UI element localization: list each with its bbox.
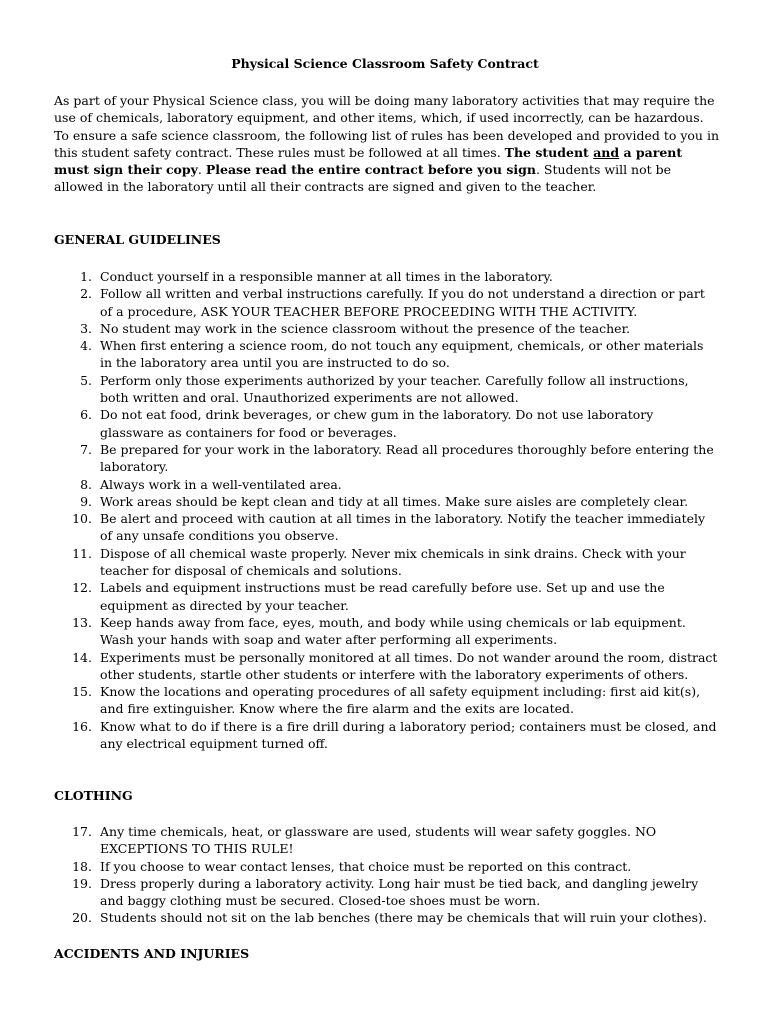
item-number: 4. [80, 338, 92, 354]
item-text: Dress properly during a laboratory activity. Long hair must be tied back, and dangling jewelry and baggy clothing must be secured. Closed-toe shoes must be worn. [100, 875, 699, 909]
intro-bold-instruction: Please read the entire contract before you sign [205, 162, 536, 178]
item-text: No student may work in the science classroom without the presence of the teacher. [100, 320, 631, 336]
list-item [54, 579, 719, 614]
item-number: 17. [72, 824, 92, 839]
list-item [54, 875, 719, 910]
item-text: Know what to do if there is a fire drill during a laboratory period; containers must be closed, and any electrical equipment turned off. [100, 718, 717, 752]
item-text: Follow all written and verbal instructions carefully. If you do not understand a direction or part of a procedure, ASK YOUR TEACHER BEFORE PROCEEDING WITH THE ACTIVITY. [100, 286, 705, 319]
list-item [54, 823, 719, 858]
intro-text: As part of your Physical Science class, you will be doing many laboratory activities that may require the use of chemicals, laboratory equipment, and other items, which, if used incorrectly, can be hazardous. To ensure a safe science classroom, the following list of rules has been developed and provided to you in this student safety contract. These rules must be followed at all times. [54, 93, 720, 160]
item-text: Students should not sit on the lab benches (there may be chemicals that will ruin your clothes). [100, 910, 707, 926]
item-number: 2. [80, 286, 92, 302]
item-text: Conduct yourself in a responsible manner at all times in the laboratory. [100, 269, 553, 284]
item-text: Be prepared for your work in the laboratory. Read all procedures thoroughly before entering the laboratory. [100, 441, 714, 475]
list-item [54, 718, 719, 753]
intro-paragraph [54, 92, 719, 196]
item-text: If you choose to wear contact lenses, that choice must be reported on this contract. [100, 858, 632, 874]
item-number: 11. [72, 545, 92, 561]
clothing-list [54, 823, 719, 927]
intro-underlined-and: and [593, 144, 620, 160]
list-item [54, 683, 719, 718]
item-text: Perform only those experiments authorized by your teacher. Carefully follow all instructions, both written and oral. Unauthorized experiments are not allowed. [100, 372, 689, 406]
item-number: 16. [72, 718, 92, 734]
item-text: Be alert and proceed with caution at all times in the laboratory. Notify the teacher immediately of any unsafe conditions you observe. [100, 511, 706, 544]
item-number: 7. [80, 441, 92, 457]
section-heading-clothing: CLOTHING [54, 788, 133, 803]
item-number: 5. [80, 372, 92, 388]
list-item [54, 614, 719, 649]
item-number: 18. [72, 858, 92, 874]
section-heading-general: GENERAL GUIDELINES [54, 232, 221, 247]
item-text: Any time chemicals, heat, or glassware are used, students will wear safety goggles. NO EXCEPTIONS TO THIS RULE! [100, 824, 657, 857]
document-title: Physical Science Classroom Safety Contract [231, 56, 539, 71]
list-item [54, 649, 719, 684]
intro-bold-text: a parent must sign their copy [54, 144, 683, 178]
item-number: 10. [72, 511, 92, 527]
list-item [54, 285, 719, 320]
item-text: Do not eat food, drink beverages, or chew gum in the laboratory. Do not use laboratory glassware as containers for food or beverages. [100, 407, 654, 440]
item-number: 6. [80, 407, 92, 423]
item-number: 8. [80, 476, 92, 492]
general-guidelines-list [54, 268, 719, 752]
item-number: 3. [80, 320, 92, 336]
item-text: Keep hands away from face, eyes, mouth, and body while using chemicals or lab equipment. Wash your hands with soap and water after performing all experiments. [100, 614, 686, 648]
section-heading-accidents: ACCIDENTS AND INJURIES [54, 946, 250, 961]
item-text: Know the locations and operating procedures of all safety equipment including: first aid kit(s), and fire extinguisher. Know where the fire alarm and the exits are located. [100, 684, 701, 717]
list-item [54, 476, 719, 493]
item-number: 19. [72, 875, 92, 891]
list-item [54, 510, 719, 545]
list-item [54, 909, 719, 926]
list-item [54, 493, 719, 510]
item-number: 14. [72, 649, 92, 665]
list-item [54, 441, 719, 476]
item-text: Labels and equipment instructions must be read carefully before use. Set up and use the equipment as directed by your teacher. [100, 580, 665, 613]
item-text: Always work in a well-ventilated area. [100, 476, 342, 492]
item-text: When first entering a science room, do not touch any equipment, chemicals, or other materials in the laboratory area until you are instructed to do so. [100, 338, 704, 371]
item-number: 12. [72, 580, 92, 596]
item-number: 20. [72, 910, 92, 926]
item-text: Dispose of all chemical waste properly. Never mix chemicals in sink drains. Check with your teacher for disposal of chemicals and solutions. [100, 545, 686, 579]
list-item [54, 372, 719, 407]
list-item [54, 406, 719, 441]
item-number: 13. [72, 614, 92, 630]
item-text: Experiments must be personally monitored at all times. Do not wander around the room, distract other students, startle other students or interfere with the laboratory experiments of others. [100, 649, 718, 682]
list-item [54, 320, 719, 337]
list-item [54, 858, 719, 875]
intro-text: . Students will not be allowed in the laboratory until all their contracts are signed and given to the teacher. [54, 162, 672, 195]
list-item [54, 268, 719, 285]
list-item [54, 545, 719, 580]
item-number: 9. [80, 493, 92, 509]
intro-bold-text: The student [504, 144, 594, 160]
item-number: 15. [72, 684, 92, 700]
item-number: 1. [80, 269, 92, 284]
item-text: Work areas should be kept clean and tidy at all times. Make sure aisles are completely clear. [100, 493, 689, 509]
intro-text: . [197, 162, 206, 178]
list-item [54, 337, 719, 372]
